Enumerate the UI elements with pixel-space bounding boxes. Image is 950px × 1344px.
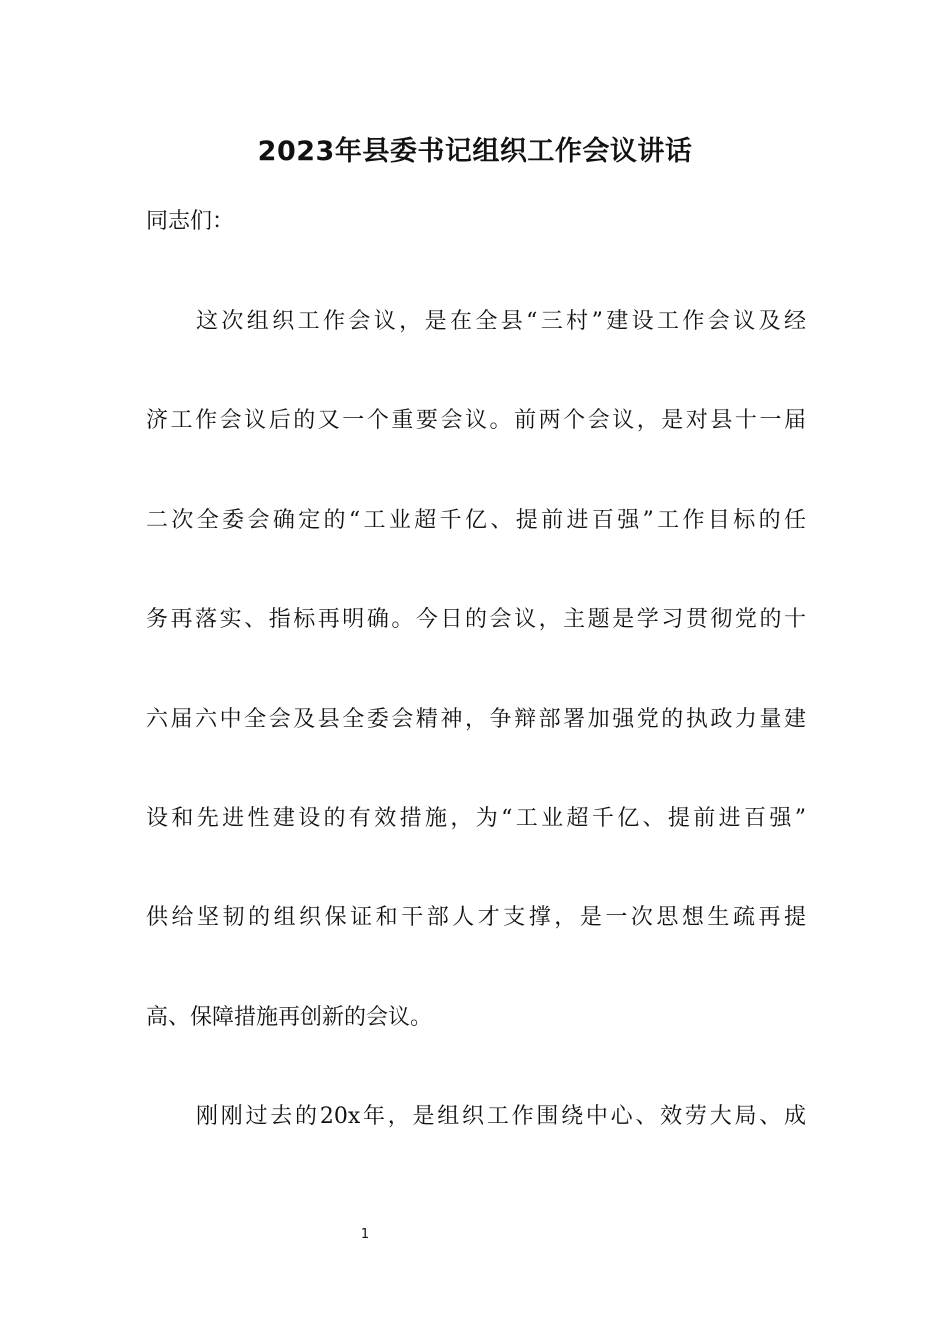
paragraph-line: 刚刚过去的20x年，是组织工作围绕中心、效劳大局、成 <box>196 1104 806 1129</box>
paragraph-line: 济工作会议后的又一个重要会议。前两个会议，是对县十一届 <box>146 408 806 433</box>
document-title: 2023年县委书记组织工作会议讲话 <box>257 136 693 167</box>
paragraph-line: 设和先进性建设的有效措施，为“工业超千亿、提前进百强” <box>146 806 806 831</box>
paragraph-line: 供给坚韧的组织保证和干部人才支撑，是一次思想生疏再提 <box>146 905 806 930</box>
paragraph-line: 六届六中全会及县全委会精神，争辩部署加强党的执政力量建 <box>146 707 806 732</box>
paragraph-line: 务再落实、指标再明确。今日的会议，主题是学习贯彻党的十 <box>146 607 806 632</box>
page-number: 1 <box>360 1227 370 1242</box>
paragraph-line: 二次全委会确定的“工业超千亿、提前进百强”工作目标的任 <box>146 508 806 533</box>
paragraph-line: 高、保障措施再创新的会议。 <box>146 1005 433 1030</box>
salutation: 同志们： <box>146 209 235 234</box>
paragraph-line: 这次组织工作会议，是在全县“三村”建设工作会议及经 <box>196 309 806 334</box>
